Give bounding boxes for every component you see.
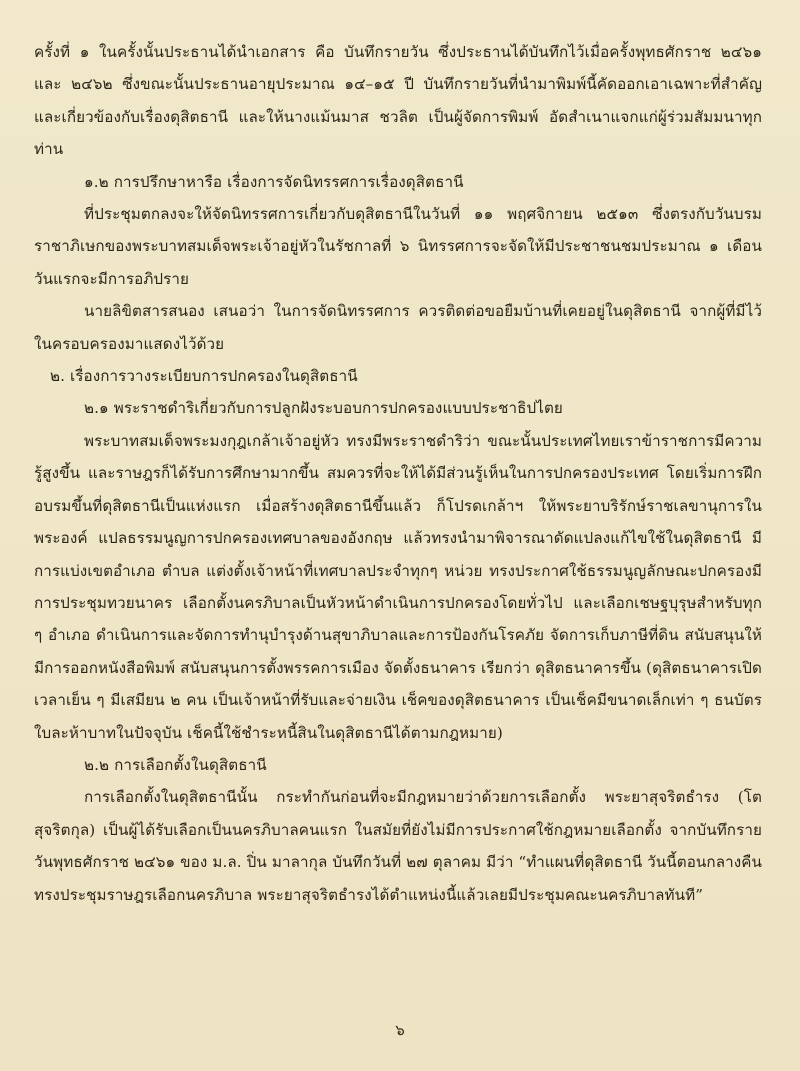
document-body <box>34 36 762 911</box>
page-number: ๖ <box>395 1021 405 1039</box>
paragraph-proposal: นายลิขิตสารสนอง เสนอว่า ในการจัดนิทรรศการ ควรติดต่อขอยืมบ้านที่เคยอยู่ในดุสิตธานี จากผู้ที่มีไว้ในครอบครองมาแสดงไว้ด้วย <box>34 302 762 353</box>
paragraph-election: การเลือกตั้งในดุสิตธานีนั้น กระทำกันก่อนที่จะมีกฎหมายว่าด้วยการเลือกตั้ง พระยาสุจริตธำรง (โต สุจริตกุล) เป็นผู้ได้รับเลือกเป็นนครภิบาลคนแรก ในสมัยที่ยังไม่มีการประกาศใช้กฎหมายเลือกตั้ง จากบันทึกรายวันพุทธศักราช ๒๔๖๑ ของ ม.ล. ปิ่น มาลากุล บันทึกวันที่ ๒๗ ตุลาคม มีว่า “ทำแผนที่ดุสิตธานี วันนี้ตอนกลางคืนทรงประชุมราษฎรเลือกนครภิบาล พระยาสุจริตธำรงได้ตำแหน่งนี้แล้วเลยมีประชุมคณะนครภิบาลทันที” <box>34 788 762 904</box>
heading-1-2: ๑.๒ การปรึกษาหารือ เรื่องการจัดนิทรรศการเรื่องดุสิตธานี <box>84 172 464 191</box>
paragraph-meeting-record: ครั้งที่ ๑ ในครั้งนั้นประธานได้นำเอกสาร คือ บันทึกรายวัน ซึ่งประธานได้บันทึกไว้เมื่อครั้งพุทธศักราช ๒๔๖๑ และ ๒๔๖๒ ซึ่งขณะนั้นประธานอายุประมาณ ๑๔–๑๕ ปี บันทึกรายวันที่นำมาพิมพ์นี้คัดออกเอาเฉพาะที่สำคัญและเกี่ยวข้องกับเรื่องดุสิตธานี และให้นางแม้นมาส ชวลิต เป็นผู้จัดการพิมพ์ อัดสำเนาแจกแก่ผู้ร่วมสัมมนาทุกท่าน <box>34 43 762 159</box>
heading-2: ๒. เรื่องการวางระเบียบการปกครองในดุสิตธานี <box>50 367 358 386</box>
heading-2-2: ๒.๒ การเลือกตั้งในดุสิตธานี <box>84 755 267 774</box>
paragraph-royal-idea: พระบาทสมเด็จพระมงกุฎเกล้าเจ้าอยู่หัว ทรงมีพระราชดำริว่า ขณะนั้นประเทศไทยเราข้าราชการมีความรู้สูงขึ้น และราษฎรก็ได้รับการศึกษามากขึ้น สมควรที่จะให้ได้มีส่วนรู้เห็นในการปกครองประเทศ โดยเริ่มการฝึกอบรมขึ้นที่ดุสิตธานีเป็นแห่งแรก เมื่อสร้างดุสิตธานีขึ้นแล้ว ก็โปรดเกล้าฯ ให้พระยาบริรักษ์ราชเลขานุการในพระองค์ แปลธรรมนูญการปกครองเทศบาลของอังกฤษ แล้วทรงนำมาพิจารณาดัดแปลงแก้ไขใช้ในดุสิตธานี มีการแบ่งเขตอำเภอ ตำบล แต่งตั้งเจ้าหน้าที่เทศบาลประจำทุกๆ หน่วย ทรงประกาศใช้ธรรมนูญลักษณะปกครองมีการประชุมทวยนาคร เลือกตั้งนครภิบาลเป็นหัวหน้าดำเนินการปกครองโดยทั่วไป และเลือกเชษฐบุรุษสำหรับทุก ๆ อำเภอ ดำเนินการและจัดการทำนุบำรุงด้านสุขาภิบาลและการป้องกันโรคภัย จัดการเก็บภาษีที่ดิน สนับสนุนให้มีการออกหนังสือพิมพ์ สนับสนุนการตั้งพรรคการเมือง จัดตั้งธนาคาร เรียกว่า ดุสิตธนาคารขึ้น (ดุสิตธนาคารเปิดเวลาเย็น ๆ มีเสมียน ๒ คน เป็นเจ้าหน้าที่รับและจ่ายเงิน เช็คของดุสิตธนาคาร เป็นเช็คมีขนาดเล็กเท่า ๆ ธนบัตรใบละห้าบาทในปัจจุบัน เช็คนี้ใช้ชำระหนี้สินในดุสิตธานีได้ตามกฎหมาย) <box>34 431 762 742</box>
heading-2-1: ๒.๑ พระราชดำริเกี่ยวกับการปลูกฝังระบอบการปกครองแบบประชาธิปไตย <box>84 399 563 418</box>
paragraph-exhibition: ที่ประชุมตกลงจะให้จัดนิทรรศการเกี่ยวกับดุสิตธานีในวันที่ ๑๑ พฤศจิกายน ๒๕๑๓ ซึ่งตรงกับวันบรมราชาภิเษกของพระบาทสมเด็จพระเจ้าอยู่หัวในรัชกาลที่ ๖ นิทรรศการจะจัดให้มีประชาชนชมประมาณ ๑ เดือน วันแรกจะมีการอภิปราย <box>34 205 762 288</box>
